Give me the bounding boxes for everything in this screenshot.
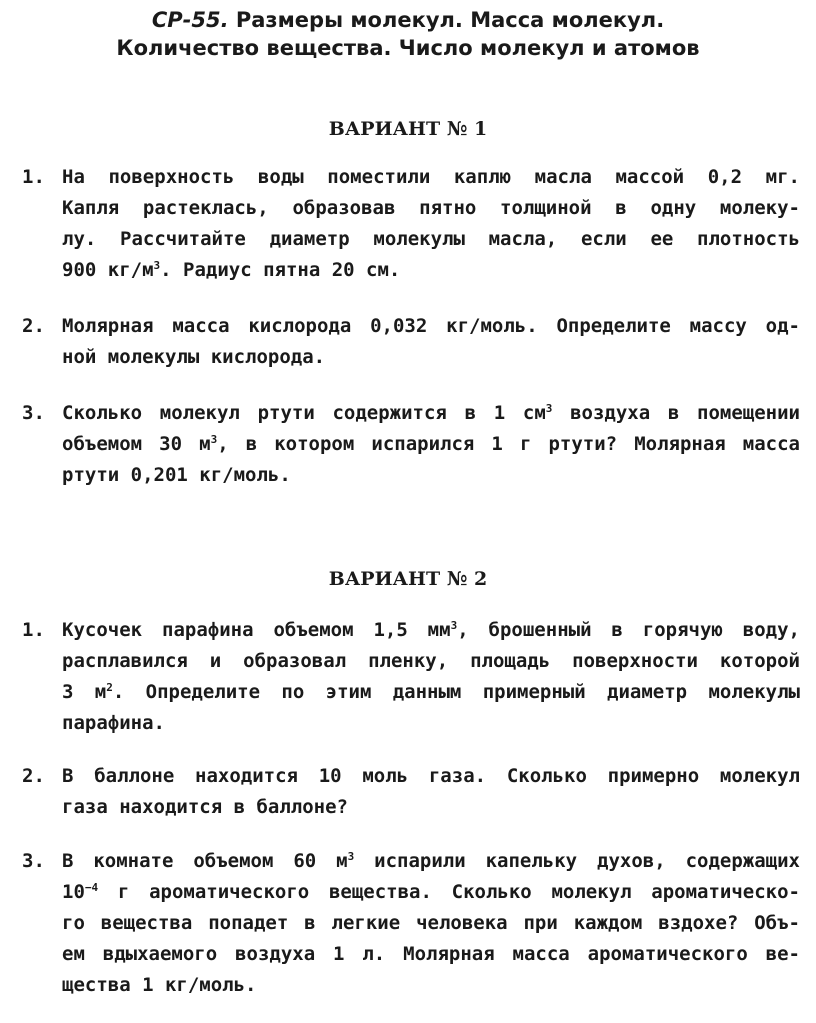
problem-text: 3 м (62, 681, 107, 703)
problem-text: Капля растеклась, образовав пятно толщиной в одну молеку- (62, 197, 800, 219)
title-line-2: Количество вещества. Число молекул и атомов (116, 36, 700, 60)
problem-line (62, 460, 800, 491)
problem-line (62, 398, 800, 429)
problem-number: 3. (22, 850, 45, 872)
variant-2-heading: ВАРИАНТ № 2 (328, 568, 488, 590)
problem-number: 3. (22, 402, 45, 424)
superscript: 3 (153, 259, 161, 272)
problem-line (62, 615, 800, 646)
problem-line (62, 224, 800, 255)
problem-number: 2. (22, 765, 45, 787)
superscript: 2 (106, 681, 113, 694)
superscript: 3 (450, 619, 458, 632)
superscript: 3 (545, 402, 553, 415)
variant-1-heading: ВАРИАНТ № 1 (328, 118, 488, 140)
worksheet-title (0, 6, 816, 62)
problem-text: воздуха в помещении (552, 402, 800, 424)
problem-text: лу. Рассчитайте диаметр молекулы масла, если ее плотность (62, 228, 800, 250)
problem-line (62, 342, 800, 373)
problem-text: расплавился и образовал пленку, площадь поверхности которой (62, 650, 800, 672)
problem-text: щества 1 кг/моль. (62, 974, 257, 996)
problem-text: На поверхность воды поместили каплю масла массой 0,2 мг. (62, 166, 800, 188)
variant-2-problem-3 (22, 846, 800, 1001)
problem-line (62, 429, 800, 460)
problem-text: В комнате объемом 60 м (62, 850, 348, 872)
variant-2-problem-1 (22, 615, 800, 739)
problem-text: Кусочек парафина объемом 1,5 мм (62, 619, 451, 641)
problem-line (62, 792, 800, 823)
problem-text: 900 кг/м (62, 259, 154, 281)
problem-text: 10 (62, 881, 85, 903)
variant-2-problem-2 (22, 761, 800, 823)
superscript: 3 (210, 433, 218, 446)
problem-line (62, 255, 800, 286)
problem-text: ртути 0,201 кг/моль. (62, 464, 291, 486)
worksheet-code: СР-55. (151, 8, 229, 32)
title-line-1 (0, 6, 816, 34)
problem-line (62, 162, 800, 193)
problem-text: ем вдыхаемого воздуха 1 л. Молярная масса ароматического ве- (62, 943, 800, 965)
problem-text: г ароматического вещества. Сколько молекул ароматическо- (98, 881, 800, 903)
problem-text: , в котором испарился 1 г ртути? Молярная масса (217, 433, 800, 455)
problem-line (62, 761, 800, 792)
problem-text: . Определите по этим данным примерный диаметр молекулы (112, 681, 800, 703)
superscript: −4 (84, 881, 99, 894)
variant-1-problem-1 (22, 162, 800, 286)
problem-number: 2. (22, 315, 45, 337)
problem-text: газа находится в баллоне? (62, 796, 348, 818)
problem-number: 1. (22, 166, 45, 188)
variant-1-problem-3 (22, 398, 800, 491)
problem-text: парафина. (62, 712, 165, 734)
problem-text: объемом 30 м (62, 433, 211, 455)
problem-text: ной молекулы кислорода. (62, 346, 326, 368)
problem-text: . Радиус пятна 20 см. (160, 259, 401, 281)
title-line-1-text: Размеры молекул. Масса молекул. (228, 8, 665, 32)
problem-text: В баллоне находится 10 моль газа. Сколько примерно молекул (62, 765, 800, 787)
problem-line (62, 970, 800, 1001)
problem-line (62, 311, 800, 342)
problem-line (62, 646, 800, 677)
problem-line (62, 939, 800, 970)
superscript: 3 (347, 850, 355, 863)
problem-line (62, 677, 800, 708)
problem-number: 1. (22, 619, 45, 641)
problem-text: , брошенный в горячую воду, (457, 619, 800, 641)
problem-line (62, 877, 800, 908)
problem-line (62, 708, 800, 739)
variant-1-problem-2 (22, 311, 800, 373)
problem-line (62, 846, 800, 877)
problem-line (62, 908, 800, 939)
problem-text: испарили капельку духов, содержащих (354, 850, 800, 872)
problem-text: го вещества попадет в легкие человека при каждом вздохе? Объ- (62, 912, 800, 934)
problem-line (62, 193, 800, 224)
problem-text: Сколько молекул ртути содержится в 1 см (62, 402, 546, 424)
problem-text: Молярная масса кислорода 0,032 кг/моль. Определите массу од- (62, 315, 800, 337)
